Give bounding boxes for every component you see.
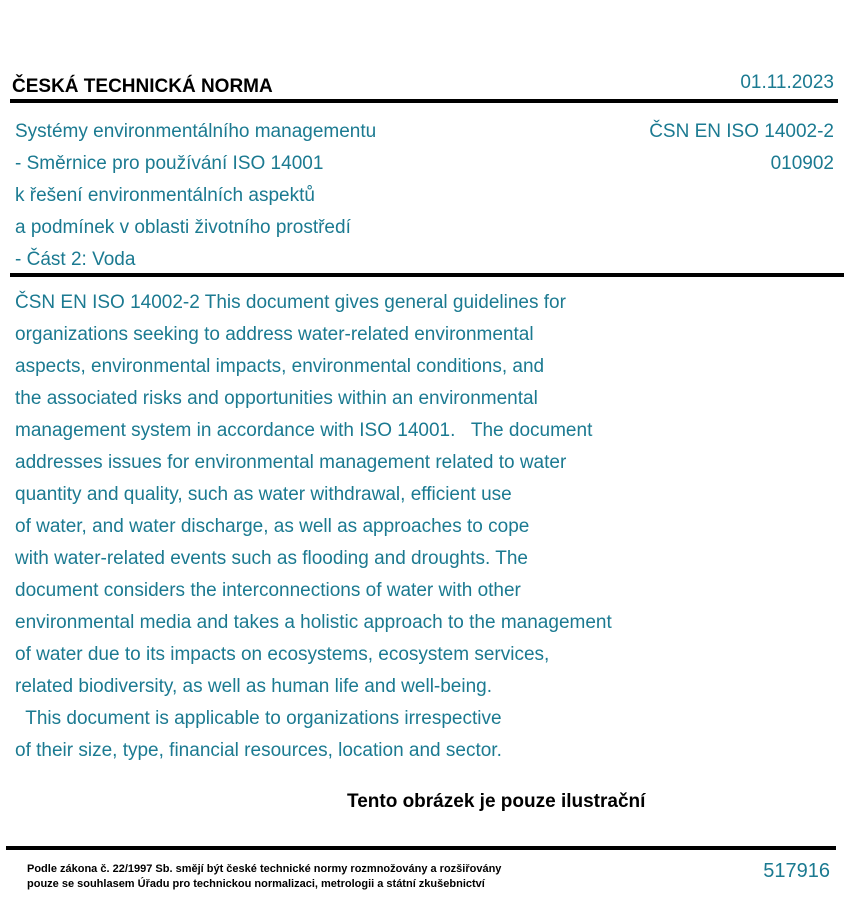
abstract-line: quantity and quality, such as water withdrawal, efficient use	[15, 484, 512, 505]
abstract-line: of water, and water discharge, as well as approaches to cope	[15, 516, 530, 537]
title-line: k řešení environmentálních aspektů	[15, 185, 315, 206]
legal-line: Podle zákona č. 22/1997 Sb. smějí být české technické normy rozmnožovány a rozšiřovány	[27, 863, 502, 875]
title-rule	[10, 273, 844, 277]
abstract-line: environmental media and takes a holistic approach to the management	[15, 612, 612, 633]
abstract-line: document considers the interconnections of water with other	[15, 580, 521, 601]
title-line: Systémy environmentálního managementu	[15, 121, 377, 142]
classification-code: 010902	[770, 153, 834, 174]
abstract-line: organizations seeking to address water-related environmental	[15, 324, 534, 345]
standard-code: ČSN EN ISO 14002-2	[649, 121, 834, 142]
abstract-line: with water-related events such as flooding and droughts. The	[15, 548, 528, 569]
standard-header-title: ČESKÁ TECHNICKÁ NORMA	[12, 76, 273, 97]
standard-codes	[649, 116, 834, 180]
illustration-note: Tento obrázek je pouze ilustrační	[347, 791, 646, 812]
publication-date: 01.11.2023	[740, 72, 834, 93]
document-title	[15, 116, 535, 276]
abstract-line: aspects, environmental impacts, environmental conditions, and	[15, 356, 545, 377]
abstract-line: the associated risks and opportunities within an environmental	[15, 388, 538, 409]
abstract-line: ČSN EN ISO 14002-2 This document gives general guidelines for	[15, 292, 566, 313]
abstract	[15, 287, 795, 767]
footer-rule	[6, 846, 836, 850]
title-line: a podmínek v oblasti životního prostředí	[15, 217, 351, 238]
abstract-line: related biodiversity, as well as human life and well-being.	[15, 676, 493, 697]
title-line: - Směrnice pro používání ISO 14001	[15, 153, 324, 174]
abstract-line: addresses issues for environmental management related to water	[15, 452, 567, 473]
abstract-line: management system in accordance with ISO 14001. The document	[15, 420, 593, 441]
abstract-line: of water due to its impacts on ecosystems, ecosystem services,	[15, 644, 550, 665]
abstract-line: of their size, type, financial resources, location and sector.	[15, 740, 502, 761]
legal-line: pouze se souhlasem Úřadu pro technickou normalizaci, metrologii a státní zkušebnictví	[27, 878, 485, 890]
document-number: 517916	[763, 860, 830, 882]
header-rule	[10, 99, 838, 103]
legal-notice	[27, 862, 501, 892]
title-line: - Část 2: Voda	[15, 249, 136, 270]
abstract-line: This document is applicable to organizations irrespective	[15, 708, 502, 729]
